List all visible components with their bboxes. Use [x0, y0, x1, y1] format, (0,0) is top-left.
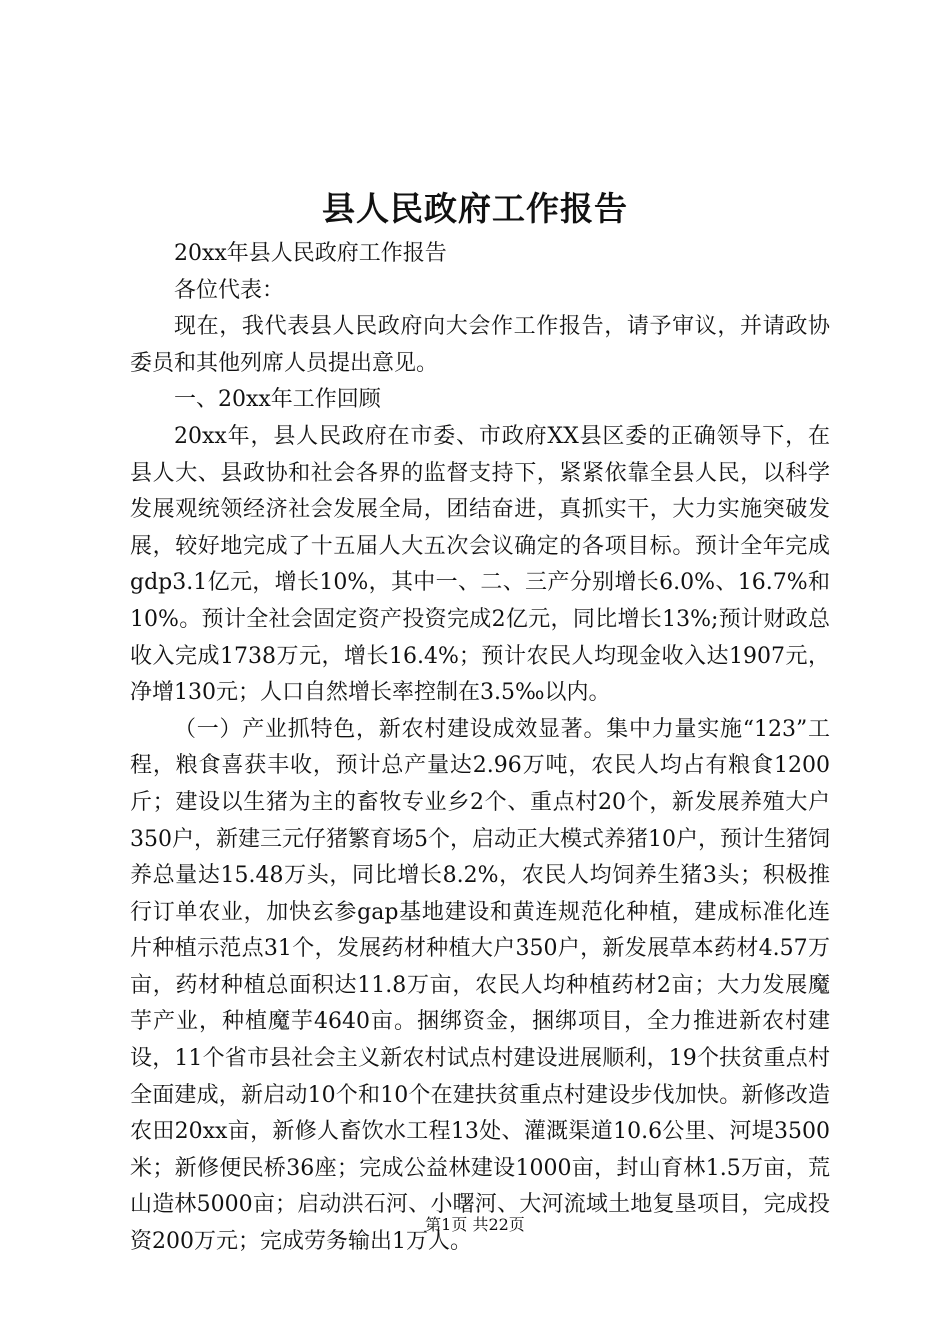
intro-paragraph: 现在，我代表县人民政府向大会作工作报告，请予审议，并请政协委员和其他列席人员提出意见。 — [130, 314, 830, 376]
section-heading: 一、20xx年工作回顾 — [174, 387, 381, 413]
report-subtitle: 20xx年县人民政府工作报告 — [174, 241, 447, 266]
document-body — [130, 236, 830, 1261]
page-footer: 第1页 共22页 — [425, 1215, 525, 1234]
salutation: 各位代表： — [174, 277, 285, 303]
industry-paragraph: （一）产业抓特色，新农村建设成效显著。集中力量实施“123”工程，粮食喜获丰收，预计总产量达2.96万吨，农民人均占有粮食1200斤；建设以生猪为主的畜牧专业乡2个、重点村20个，新发展养殖大户350户，新建三元仔猪繁育场5个，启动正大模式养猪10户，预计生猪饲养总量达15.48万头，同比增长8.2%，农民人均饲养生猪3头；积极推行订单农业，加快玄参gap基地建设和黄连规范化种植，建成标准化连片种植示范点31个，发展药材种植大户350户，新发展草本药材4.57万亩，药材种植总面积达11.8万亩，农民人均种植药材2亩；大力发展魔芋产业，种植魔芋4640亩。捆绑资金，捆绑项目，全力推进新农村建设，11个省市县社会主义新农村试点村建设进展顺利，19个扶贫重点村全面建成，新启动10个和10个在建扶贫重点村建设步伐加快。新修改造农田20xx亩，新修人畜饮水工程13处、灌溉渠道10.6公里、河堤3500米；新修便民桥36座；完成公益林建设1000亩，封山育林1.5万亩，荒山造林5000亩；启动洪石河、小曙河、大河流域土地复垦项目，完成投资200万元；完成劳务输出1万人。 — [130, 716, 830, 1255]
document-title: 县人民政府工作报告 — [322, 189, 628, 228]
review-paragraph: 20xx年，县人民政府在市委、市政府XX县区委的正确领导下，在县人大、县政协和社会各界的监督支持下，紧紧依靠全县人民，以科学发展观统领经济社会发展全局，团结奋进，真抓实干，大力实施突破发展，较好地完成了十五届人大五次会议确定的各项目标。预计全年完成gdp3.1亿元，增长10%，其中一、二、三产分别增长6.0%、16.7%和10%。预计全社会固定资产投资完成2亿元，同比增长13%;预计财政总收入完成1738万元，增长16.4%；预计农民人均现金收入达1907元，净增130元；人口自然增长率控制在3.5‰以内。 — [130, 423, 830, 706]
